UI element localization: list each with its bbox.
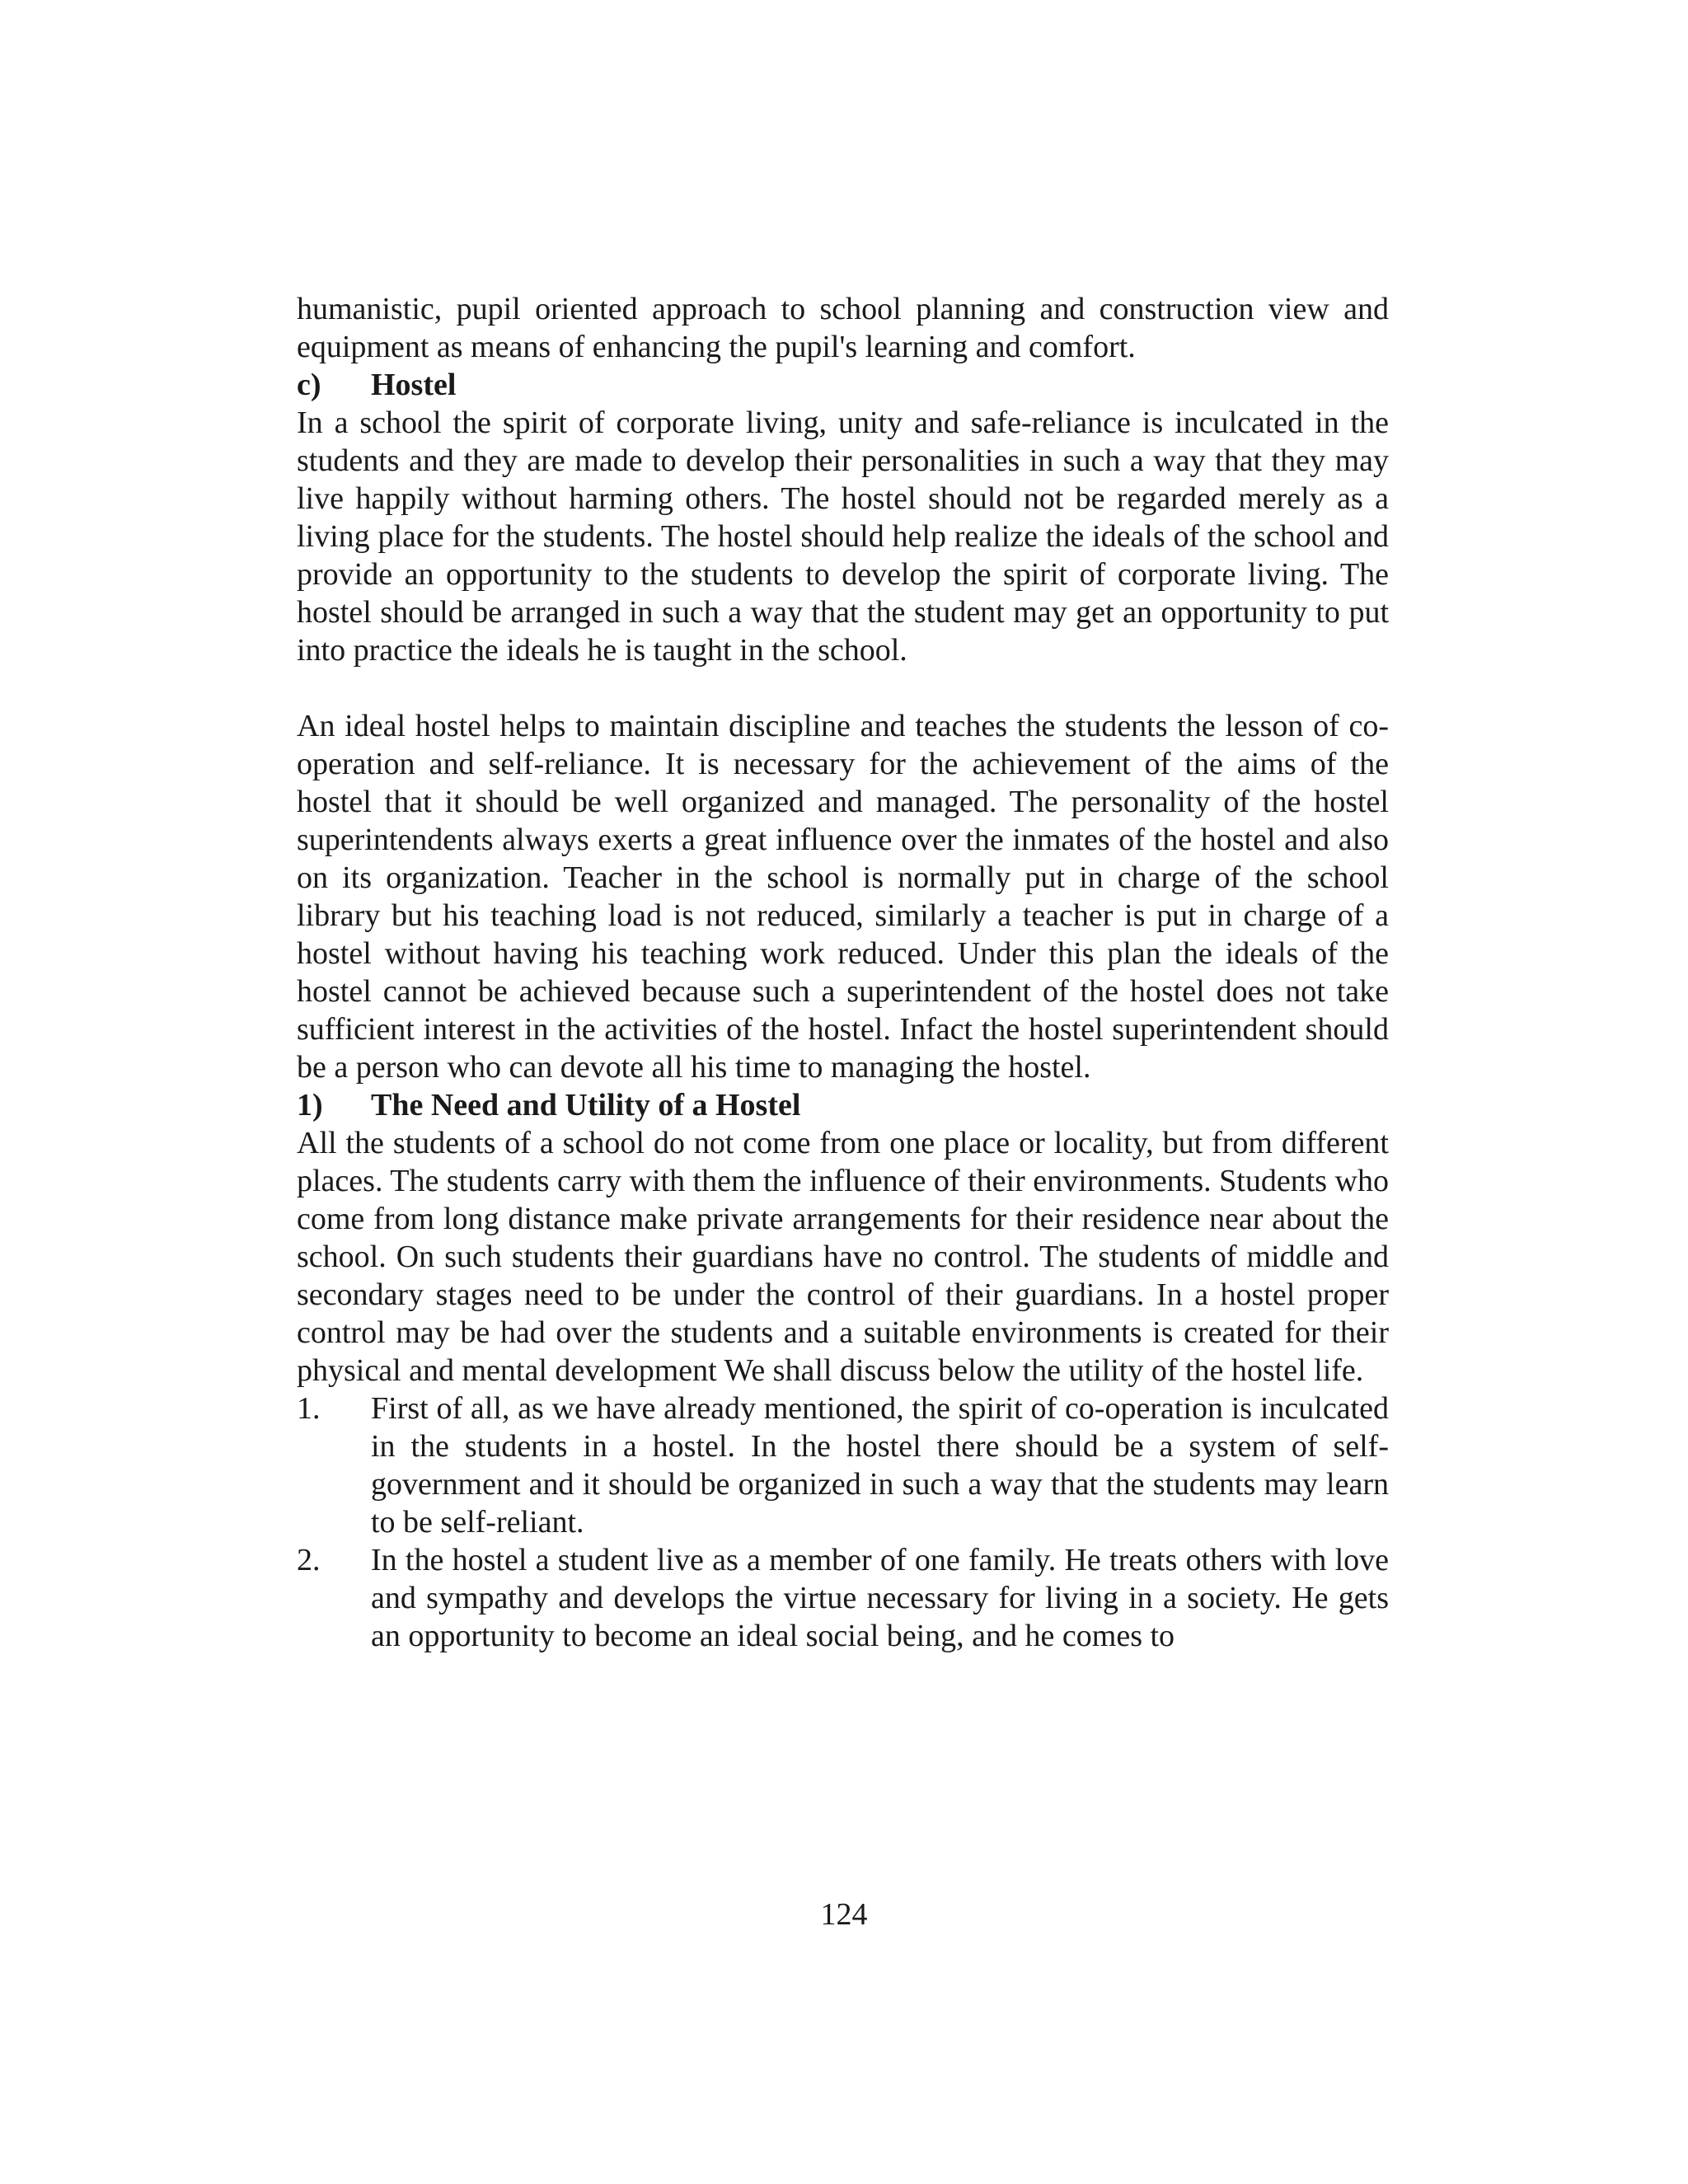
list-item	[297, 1541, 1389, 1655]
utility-list	[297, 1390, 1389, 1655]
list-item-text: In the hostel a student live as a member of one family. He treats others with love and sympathy and develops the virtue necessary for living in a society. He gets an opportunity to become an ideal social being, and he comes to	[371, 1543, 1389, 1653]
section-number: 1)	[297, 1088, 323, 1122]
page-number: 124	[820, 1897, 868, 1932]
list-item	[297, 1390, 1389, 1541]
list-item-number: 2.	[297, 1543, 321, 1577]
page-body	[297, 290, 1389, 1655]
hostel-paragraph-1: In a school the spirit of corporate living, unity and safe-reliance is inculcated in the students and they are made to develop their personalities in such a way that they may live happily without harming others. The hostel should not be regarded merely as a living place for the students. The hostel should help realize the ideals of the school and provide an opportunity to the students to develop the spirit of corporate living. The hostel should be arranged in such a way that the student may get an opportunity to put into practice the ideals he is taught in the school.	[297, 405, 1389, 668]
section-number: c)	[297, 368, 321, 402]
section-title: Hostel	[371, 368, 457, 402]
section-heading-need-utility	[297, 1086, 1389, 1124]
list-item-number: 1.	[297, 1391, 321, 1426]
need-utility-paragraph: All the students of a school do not come from one place or locality, but from different places. The students carry with them the influence of their environments. Students who come from long distance make private arrangements for their residence near about the school. On such students their guardians have no control. The students of middle and secondary stages need to be under the control of their guardians. In a hostel proper control may be had over the students and a suitable environments is created for their physical and mental development We shall discuss below the utility of the hostel life.	[297, 1126, 1389, 1388]
intro-paragraph: humanistic, pupil oriented approach to school planning and construction view and equipment as means of enhancing the pupil's learning and comfort.	[297, 292, 1389, 364]
section-title: The Need and Utility of a Hostel	[371, 1088, 801, 1122]
hostel-paragraph-2: An ideal hostel helps to maintain discipline and teaches the students the lesson of co-operation and self-reliance. It is necessary for the achievement of the aims of the hostel that it should be well organized and managed. The personality of the hostel superintendents always exerts a great influence over the inmates of the hostel and also on its organization. Teacher in the school is normally put in charge of the school library but his teaching load is not reduced, similarly a teacher is put in charge of a hostel without having his teaching work reduced. Under this plan the ideals of the hostel cannot be achieved because such a superintendent of the hostel does not take sufficient interest in the activities of the hostel. Infact the hostel superintendent should be a person who can devote all his time to managing the hostel.	[297, 709, 1389, 1085]
list-item-text: First of all, as we have already mentioned, the spirit of co-operation is inculcated in the students in a hostel. In the hostel there should be a system of self-government and it should be organized in such a way that the students may learn to be self-reliant.	[371, 1391, 1389, 1540]
section-heading-hostel	[297, 366, 1389, 404]
